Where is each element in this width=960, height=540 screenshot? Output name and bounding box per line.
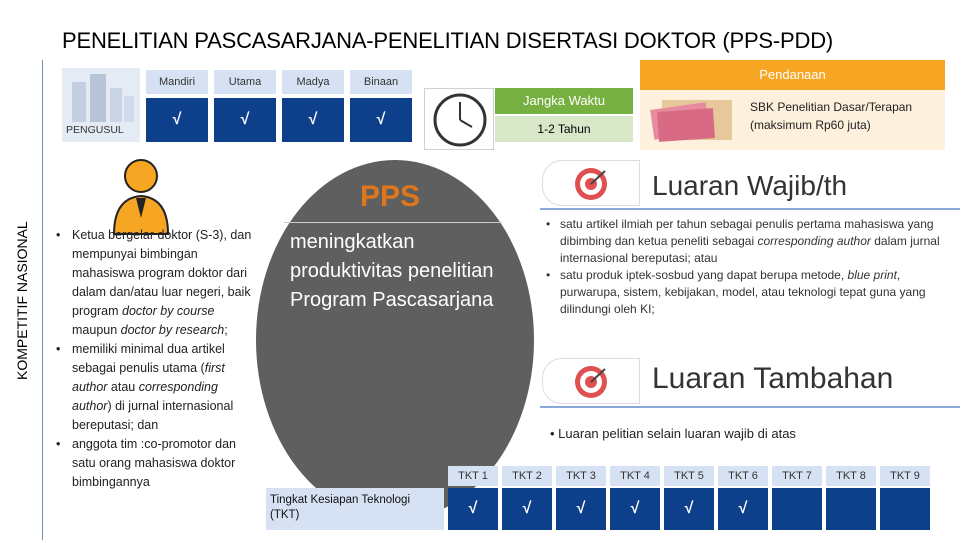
vertical-label: KOMPETITIF NASIONAL	[14, 221, 30, 380]
tkt-header: TKT 4	[610, 466, 660, 486]
list-item: • anggota tim :co-promotor dan satu orang mahasiswa doktor bimbingannya	[56, 435, 261, 492]
tkt-header: TKT 6	[718, 466, 768, 486]
col-madya: Madya	[282, 70, 344, 94]
jangka-waktu-label: Jangka Waktu	[495, 88, 633, 114]
pendanaan-line2: (maksimum Rp60 juta)	[750, 118, 871, 132]
divider	[42, 60, 43, 540]
tkt-label: Tingkat Kesiapan Teknologi (TKT)	[266, 488, 444, 530]
pendanaan-label: Pendanaan	[640, 60, 945, 90]
tkt-header: TKT 8	[826, 466, 876, 486]
tkt-check: √	[718, 488, 768, 530]
tkt-header: TKT 3	[556, 466, 606, 486]
col-utama: Utama	[214, 70, 276, 94]
jangka-waktu-value: 1-2 Tahun	[495, 116, 633, 142]
list-item: • memiliki minimal dua artikel sebagai penulis utama (first author atau corresponding author) di jurnal internasional bereputasi; dan	[56, 340, 261, 435]
pengusul-box	[62, 68, 140, 142]
luaran-tambahan-text: • Luaran pelitian selain luaran wajib di atas	[550, 426, 796, 441]
luaran-tambahan-icon-box	[542, 358, 640, 404]
check-mandiri: √	[146, 98, 208, 142]
pendanaan-line1: SBK Penelitian Dasar/Terapan	[750, 100, 913, 114]
building-icon	[62, 68, 140, 124]
tkt-header: TKT 7	[772, 466, 822, 486]
luaran-wajib-list	[546, 216, 951, 318]
divider	[540, 406, 960, 408]
list-item: • Ketua bergelar doktor (S-3), dan mempunyai bimbingan mahasiswa program doktor dari dalam dan/atau luar negeri, baik program doctor by course maupun doctor by research;	[56, 226, 261, 340]
col-mandiri: Mandiri	[146, 70, 208, 94]
tkt-check	[880, 488, 930, 530]
target-icon	[543, 359, 641, 405]
money-icon	[648, 96, 736, 144]
tkt-header: TKT 1	[448, 466, 498, 486]
page-title: PENELITIAN PASCASARJANA-PENELITIAN DISERTASI DOKTOR (PPS-PDD)	[62, 28, 834, 53]
divider	[540, 208, 960, 210]
col-binaan: Binaan	[350, 70, 412, 94]
tkt-check: √	[448, 488, 498, 530]
pengusul-label: PENGUSUL	[66, 124, 124, 136]
check-utama: √	[214, 98, 276, 142]
clock-icon	[425, 89, 495, 151]
tkt-header: TKT 9	[880, 466, 930, 486]
tkt-check: √	[502, 488, 552, 530]
tkt-check: √	[556, 488, 606, 530]
luaran-wajib-icon-box	[542, 160, 640, 206]
pps-title: PPS	[360, 180, 421, 213]
check-binaan: √	[350, 98, 412, 142]
tkt-check: √	[664, 488, 714, 530]
clock-box	[424, 88, 494, 150]
tkt-check	[772, 488, 822, 530]
luaran-tambahan-title: Luaran Tambahan	[652, 362, 894, 395]
tkt-check	[826, 488, 876, 530]
list-item: • satu artikel ilmiah per tahun sebagai penulis pertama mahasiswa yang dibimbing dan ketua peneliti sebagai corresponding author dalam jurnal internasional bereputasi; atau	[546, 216, 951, 267]
check-madya: √	[282, 98, 344, 142]
pps-divider	[284, 222, 502, 223]
list-item: • satu produk iptek-sosbud yang dapat berupa metode, blue print, purwarupa, sistem, kebijakan, model, atau teknologi tepat guna yang dilindungi oleh KI;	[546, 267, 951, 318]
luaran-wajib-title: Luaran Wajib/th	[652, 170, 848, 201]
person-icon	[108, 158, 174, 236]
requirement-list	[56, 226, 261, 492]
target-icon	[543, 161, 641, 207]
tkt-check: √	[610, 488, 660, 530]
pendanaan-text	[750, 98, 945, 134]
tkt-header: TKT 5	[664, 466, 714, 486]
tkt-header: TKT 2	[502, 466, 552, 486]
pps-text: meningkatkan produktivitas penelitian Program Pascasarjana	[290, 231, 494, 311]
